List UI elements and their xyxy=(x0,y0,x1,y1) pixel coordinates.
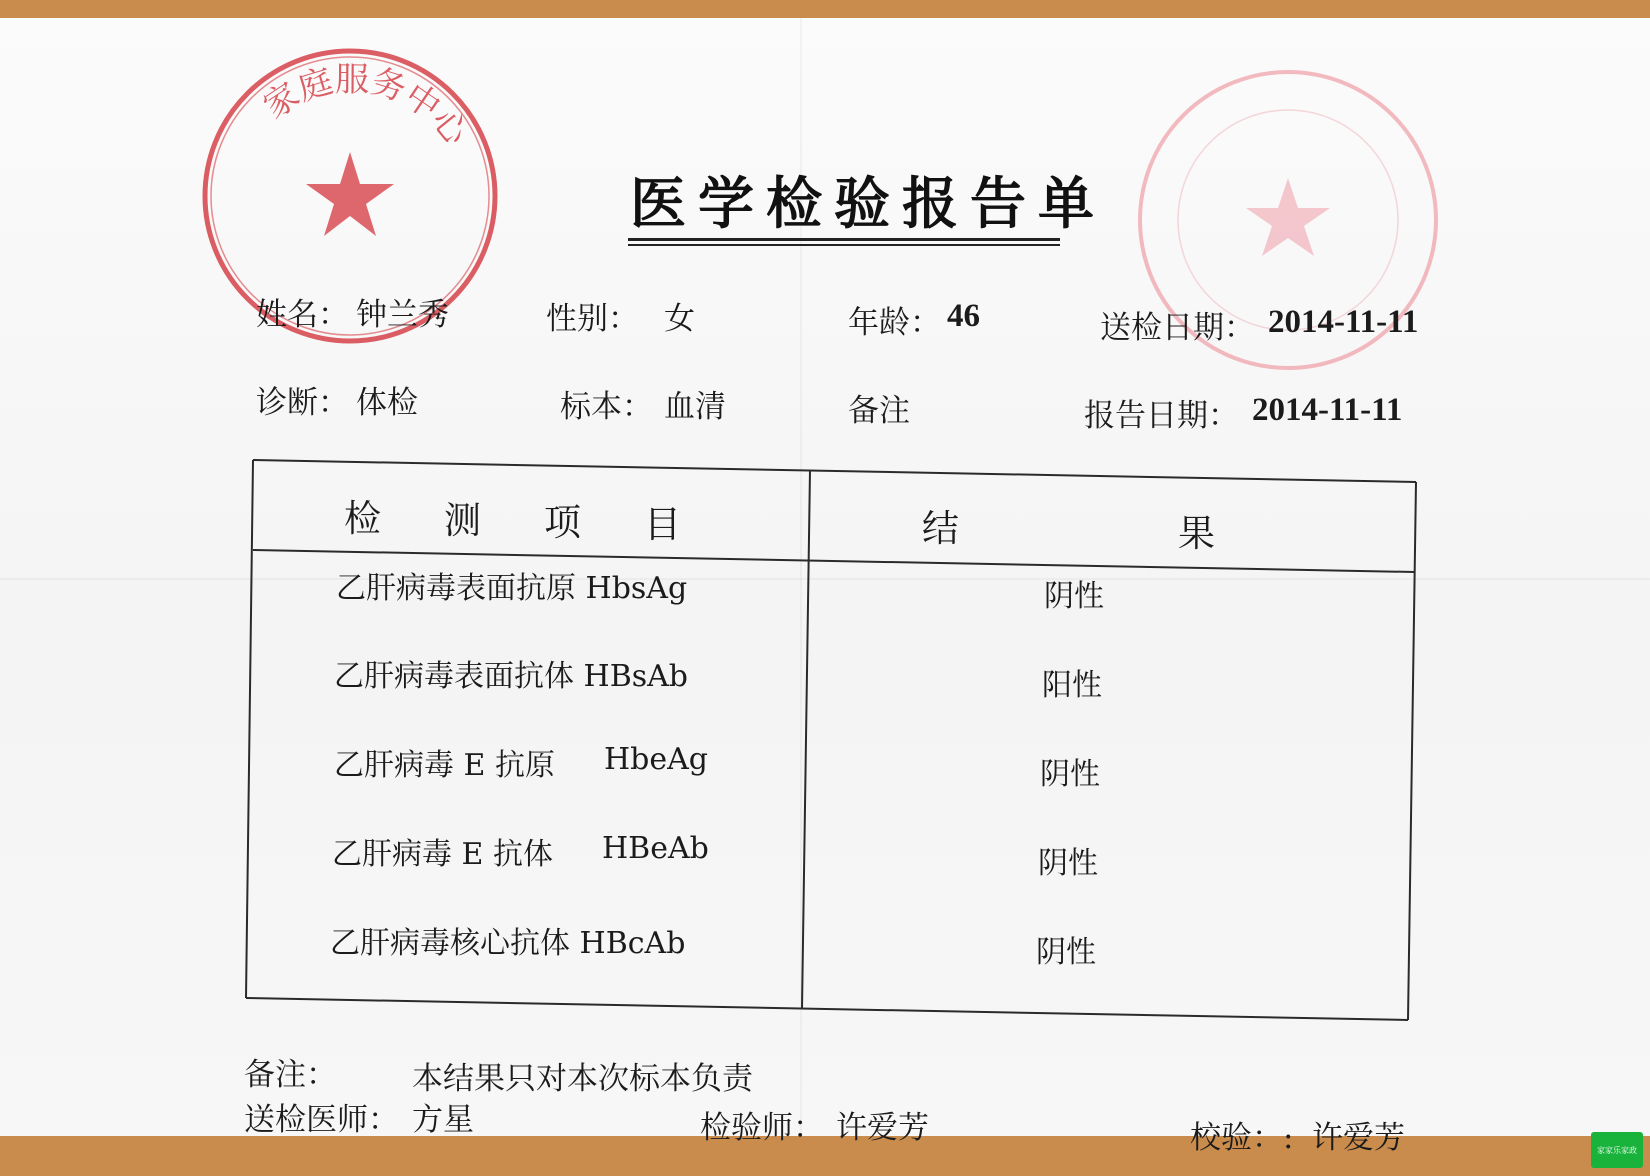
header-result-char-2: 果 xyxy=(1178,512,1215,555)
diagnosis-value: 体检 xyxy=(356,385,418,421)
patient-age: 46 xyxy=(947,298,980,334)
checker-label: 校验：: xyxy=(1190,1120,1294,1156)
remark-label: 备注 xyxy=(848,393,910,429)
doctor-label: 送检医师： xyxy=(244,1102,399,1138)
diagnosis-label: 诊断： xyxy=(256,385,349,421)
specimen-label: 标本： xyxy=(560,389,653,425)
test-item-code: HbeAg xyxy=(604,742,708,777)
test-result: 阴性 xyxy=(1040,757,1100,792)
test-result: 阴性 xyxy=(1036,935,1096,970)
header-item-char-2: 测 xyxy=(444,499,481,542)
test-item: 乙肝病毒 E 抗原 xyxy=(334,748,555,783)
header-item-char-1: 检 xyxy=(344,497,381,540)
submit-date-label: 送检日期： xyxy=(1100,310,1255,346)
submit-date: 2014-11-11 xyxy=(1268,304,1419,340)
test-item: 乙肝病毒表面抗原 HbsAg xyxy=(336,571,688,606)
test-item: 乙肝病毒表面抗体 HBsAb xyxy=(334,659,689,694)
patient-name: 钟兰秀 xyxy=(356,297,449,333)
test-item: 乙肝病毒 E 抗体 xyxy=(332,837,553,872)
specimen-value: 血清 xyxy=(664,389,726,425)
gender-label: 性别： xyxy=(546,301,639,337)
checker-name: 许爱芳 xyxy=(1312,1120,1405,1156)
doctor-name: 方星 xyxy=(412,1102,474,1138)
header-item-char-3: 项 xyxy=(544,501,581,544)
report-date-label: 报告日期： xyxy=(1084,398,1239,434)
age-label: 年龄： xyxy=(848,305,941,341)
patient-gender: 女 xyxy=(664,301,695,337)
name-label: 姓名： xyxy=(256,297,349,333)
report-date: 2014-11-11 xyxy=(1252,392,1403,428)
test-item: 乙肝病毒核心抗体 HBcAb xyxy=(330,926,686,961)
header-item-char-4: 目 xyxy=(644,503,681,546)
test-result: 阳性 xyxy=(1042,668,1102,703)
footer-note-label: 备注： xyxy=(244,1057,337,1093)
tester-label: 检验师： xyxy=(700,1110,824,1146)
tester-name: 许爱芳 xyxy=(836,1110,929,1146)
site-watermark[interactable]: 家家乐家政 xyxy=(1591,1132,1643,1168)
left-stamp-text: 家庭服务中心 xyxy=(256,59,476,153)
test-item-code: HBeAb xyxy=(602,831,709,866)
test-result: 阴性 xyxy=(1038,846,1098,881)
footer-note: 本结果只对本次标本负责 xyxy=(412,1061,753,1097)
report-title: 医学检验报告单 xyxy=(630,171,1106,237)
test-result: 阴性 xyxy=(1044,579,1104,614)
header-result-char-1: 结 xyxy=(922,507,959,550)
